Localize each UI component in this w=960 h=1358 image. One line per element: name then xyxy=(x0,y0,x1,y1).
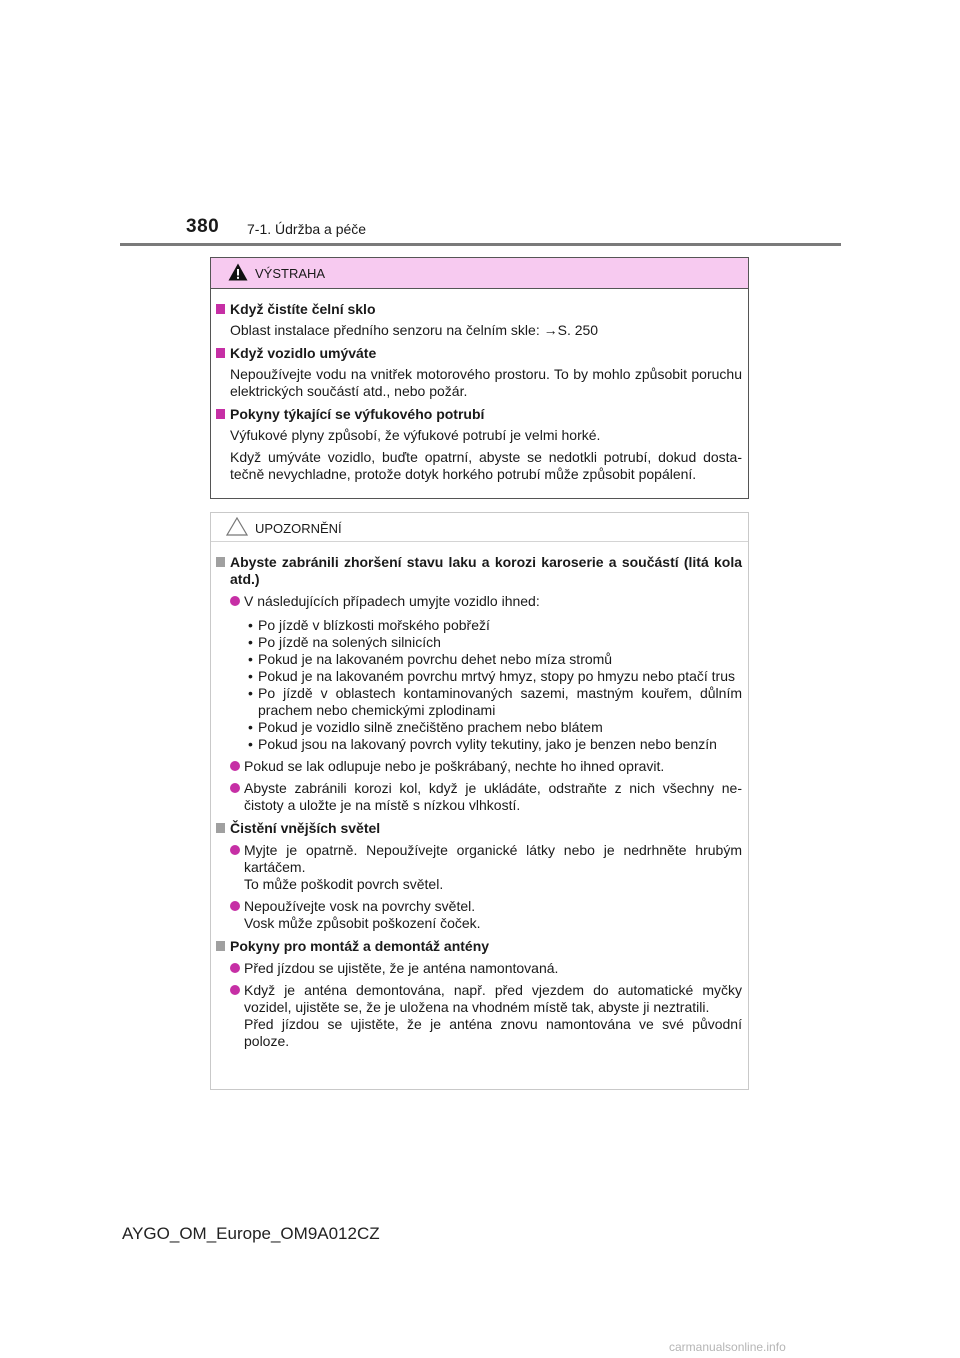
square-bullet-icon xyxy=(216,557,225,567)
notice-bullet: V následujících případech umyjte vozidlo ihned: xyxy=(216,593,742,610)
warning-header xyxy=(211,258,748,289)
square-bullet-icon xyxy=(216,941,225,951)
notice-title: UPOZORNĚNÍ xyxy=(255,521,342,536)
notice-bullet: Abyste zabránili korozi kol, když je ukládáte, odstraňte z nich všechny ne- čistoty a uložte je na místě s nízkou vlhkostí. xyxy=(216,780,742,814)
notice-triangle-icon xyxy=(226,517,248,536)
page-number: 380 xyxy=(186,216,220,237)
watermark: carmanualsonline.info xyxy=(669,1340,786,1354)
notice-box xyxy=(210,512,749,1090)
warning-heading-washing: Když vozidlo umýváte xyxy=(216,345,742,362)
warning-heading-exhaust: Pokyny týkající se výfukového potrubí xyxy=(216,406,742,423)
warning-body xyxy=(211,289,748,483)
notice-header xyxy=(211,513,748,542)
circle-bullet-icon xyxy=(230,761,240,771)
notice-heading-lights: Čistění vnějších světel xyxy=(216,820,742,837)
circle-bullet-icon xyxy=(230,985,240,995)
warning-triangle-icon xyxy=(228,263,248,281)
circle-bullet-icon xyxy=(230,901,240,911)
notice-body xyxy=(211,542,748,1050)
notice-bullet: Před jízdou se ujistěte, že je anténa namontovaná. xyxy=(216,960,742,977)
square-bullet-icon xyxy=(216,304,225,314)
sub-item: • Pokud je na lakovaném povrchu mrtvý hmyz, stopy po hmyzu nebo ptačí trus xyxy=(248,668,736,684)
section-title: 7-1. Údržba a péče xyxy=(247,221,367,237)
notice-heading-antenna: Pokyny pro montáž a demontáž antény xyxy=(216,938,742,955)
sub-item: • Po jízdě v oblastech kontaminovaných sazemi, mastným kouřem, důlním prachem nebo chemickými zplodinami xyxy=(248,685,742,718)
header-divider xyxy=(120,243,841,246)
square-bullet-icon xyxy=(216,823,225,833)
warning-text: Když umýváte vozidlo, buďte opatrní, abyste se nedotkli potrubí, dokud dosta- tečně nevychladne, protože dotyk horkého potrubí může způsobit popálení. xyxy=(230,449,742,482)
sub-item: • Pokud je na lakovaném povrchu dehet nebo míza stromů xyxy=(248,651,613,667)
warning-box xyxy=(210,257,749,499)
warning-heading-windshield: Když čistíte čelní sklo xyxy=(216,301,742,318)
sub-item: • Pokud jsou na lakovaný povrch vylity tekutiny, jako je benzen nebo benzín xyxy=(248,736,717,752)
warning-text: Oblast instalace předního senzoru na čelním skle: →S. 250 xyxy=(230,322,599,338)
circle-bullet-icon xyxy=(230,783,240,793)
sub-item: • Pokud je vozidlo silně znečištěno prachem nebo blátem xyxy=(248,719,603,735)
notice-bullet: Pokud se lak odlupuje nebo je poškrábaný, nechte ho ihned opravit. xyxy=(216,758,742,775)
circle-bullet-icon xyxy=(230,963,240,973)
notice-bullet: Když je anténa demontována, např. před vjezdem do automatické myčky vozidel, ujistěte se, že je uložena na vhodném místě tak, abyste ji neztratili. Před jízdou se ujistěte, že je anténa znovu namontována ve své původní poloze. xyxy=(216,982,742,1050)
square-bullet-icon xyxy=(216,409,225,419)
document-code: AYGO_OM_Europe_OM9A012CZ xyxy=(122,1224,380,1243)
circle-bullet-icon xyxy=(230,845,240,855)
square-bullet-icon xyxy=(216,348,225,358)
notice-bullet: Nepoužívejte vosk na povrchy světel. Vosk může způsobit poškození čoček. xyxy=(216,898,742,932)
circle-bullet-icon xyxy=(230,596,240,606)
sub-item: • Po jízdě v blízkosti mořského pobřeží xyxy=(248,617,490,633)
sub-item: • Po jízdě na solených silnicích xyxy=(248,634,441,650)
warning-text: Výfukové plyny způsobí, že výfukové potrubí je velmi horké. xyxy=(230,427,601,443)
notice-heading-paint: Abyste zabránili zhoršení stavu laku a korozi karoserie a součástí (litá kola atd.) xyxy=(216,554,742,588)
notice-bullet: Myjte je opatrně. Nepoužívejte organické látky nebo je nedrhněte hrubým kartáčem. To může poškodit povrch světel. xyxy=(216,842,742,893)
warning-title: VÝSTRAHA xyxy=(255,266,326,281)
notice-sublist xyxy=(216,617,742,753)
warning-text: Nepoužívejte vodu na vnitřek motorového prostoru. To by mohlo způsobit poruchu elektrických součástí atd., nebo požár. xyxy=(230,366,742,399)
